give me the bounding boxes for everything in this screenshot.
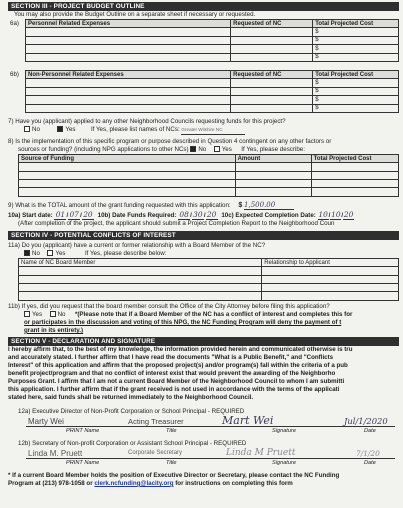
declaration-text (8, 346, 399, 402)
col-requested-of-nc: Requested of NC (231, 70, 313, 78)
footer-note-line2 (8, 480, 399, 488)
q8-text-b: sources or funding? (including NPG applications to other NCs) (18, 145, 189, 153)
personnel-expenses-table-wrap (10, 19, 399, 62)
footer-email-link[interactable]: clerk.ncfunding@lacity.org (94, 479, 174, 487)
q8-text-a: 8) Is the implementation of this specific program or purpose described in Question 4 contingent on any other factors or (8, 137, 332, 145)
table-cell[interactable] (235, 163, 311, 171)
funding-sources-table (18, 154, 399, 197)
q10c-label: 10c) Expected Completion Date: (221, 211, 316, 219)
table-cell[interactable] (26, 87, 231, 95)
table-cell[interactable] (19, 171, 236, 179)
q12a-label: 12a) Executive Director of Non-Profit Corporation or School Principal - REQUIRED (18, 407, 245, 415)
non-personnel-expenses-table-wrap (10, 70, 399, 113)
q9-text: 9) What is the TOTAL amount of the grant funding requested with this application: (8, 201, 231, 209)
table-cell[interactable] (231, 79, 313, 87)
q12b-underline (26, 458, 395, 459)
table-row (19, 171, 399, 179)
table-row (19, 284, 399, 292)
q11b-yes-checkbox[interactable] (24, 311, 30, 317)
q7-no-checkbox[interactable] (24, 126, 30, 132)
q8-yes-label: Yes (221, 145, 232, 153)
q7-answer-row (24, 126, 399, 135)
q11b-yes-label: Yes (32, 310, 43, 318)
funds-month-field[interactable]: 08 (179, 210, 189, 219)
q12b-print-name[interactable]: Linda M. Pruett (28, 448, 83, 458)
table-row (26, 87, 399, 95)
table-cell[interactable] (262, 284, 399, 292)
q6a-label: 6a) (10, 20, 19, 27)
budget-note: You may also provide the Budget Outline on a separate sheet if necessary or requested. (14, 11, 256, 18)
q10a-label: 10a) Start date: (8, 211, 53, 219)
personnel-expenses-table (25, 19, 399, 62)
dollar-cell[interactable]: $ (313, 28, 399, 36)
section-iv-header: SECTION IV - POTENTIAL CONFLICTS OF INTEREST (8, 231, 399, 240)
table-cell[interactable] (231, 45, 313, 53)
q9-dollar-sign: $ (238, 201, 243, 209)
dollar-cell[interactable]: $ (313, 36, 399, 44)
q12a-underline (26, 426, 395, 427)
q7-yes-label: Yes (65, 125, 76, 133)
table-cell[interactable] (26, 104, 231, 112)
q7-text: 7) Have you (applicant) applied to any other Neighborhood Councils requesting funds for this project? (8, 117, 286, 125)
q11a-no-checkbox[interactable] (24, 250, 30, 256)
table-row (26, 36, 399, 44)
dollar-cell[interactable]: $ (313, 45, 399, 53)
declaration-line: Purposes Grant. I affirm that I am not a current Board Member of the Neighborhood Council to whom I am submitti (8, 377, 345, 385)
table-cell[interactable] (262, 292, 399, 300)
col-source-of-funding: Source of Funding (19, 154, 236, 162)
table-row (19, 163, 399, 171)
footer-note-line1: * If a current Board Member holds the position of Executive Director or Secretary, please contact the NC Funding (8, 471, 340, 479)
table-cell[interactable] (19, 188, 236, 196)
dollar-cell[interactable]: $ (313, 79, 399, 87)
footer-instructions-text: for instructions on completing this form (175, 479, 293, 487)
declaration-line: and accurately stated. I further affirm that I have read the documents "What is a Public Benefit," and "Conflicts (8, 353, 334, 361)
table-cell[interactable] (311, 180, 398, 188)
q12a-date-label: Date (364, 427, 376, 434)
table-cell[interactable] (19, 267, 262, 275)
declaration-line: Interest" of this application and affirm that the proposed project(s) and/or program(s) fall within the criteria of a pub (8, 361, 348, 369)
table-row (26, 104, 399, 112)
q12a-title-label: Title (166, 427, 177, 434)
table-cell[interactable] (262, 267, 399, 275)
dollar-cell[interactable]: $ (313, 87, 399, 95)
table-cell[interactable] (235, 188, 311, 196)
q12b-signature[interactable]: Linda M Pruett (226, 447, 296, 458)
q11a-yes-label: Yes (55, 249, 66, 257)
q8-text-row (18, 146, 399, 154)
q9-row (8, 201, 399, 210)
table-cell[interactable] (311, 163, 398, 171)
col-total-projected-cost: Total Projected Cost (311, 154, 398, 162)
q12a-title[interactable]: Acting Treasurer (128, 416, 184, 426)
table-cell[interactable] (26, 36, 231, 44)
q12a-signature-label: Signature (272, 427, 296, 434)
table-cell[interactable] (26, 28, 231, 36)
q11a-no-label: No (32, 249, 40, 257)
q11a-text: 11a) Do you (applicant) have a current or former relationship with a Board Member of the NC? (8, 241, 266, 249)
board-member-table (18, 258, 399, 301)
declaration-line: benefit project/program and that no conflict of interest exist that would prevent the awarding of the Neighborho (8, 369, 336, 377)
q7-yes-checkbox[interactable] (57, 126, 63, 132)
q12b-signature-row (26, 448, 399, 468)
completion-year-field[interactable]: 20 (343, 210, 354, 219)
q11b-no-label: No (57, 310, 66, 318)
table-cell[interactable] (26, 45, 231, 53)
table-row (26, 96, 399, 104)
table-cell[interactable] (311, 188, 398, 196)
q11b-note-line3: grant in its entirety.) (24, 326, 84, 334)
col-total-projected-cost: Total Projected Cost (313, 70, 399, 78)
q11b-answer-row (24, 311, 399, 319)
section-iii-header: SECTION III - PROJECT BUDGET OUTLINE (8, 2, 399, 11)
table-row (19, 188, 399, 196)
q12b-signature-label: Signature (272, 459, 296, 466)
declaration-line: stated here, said funds shall be returned immediately to the Neighborhood Council. (8, 393, 254, 401)
table-cell[interactable] (231, 96, 313, 104)
q11a-answer-row (24, 250, 399, 258)
table-cell[interactable] (231, 36, 313, 44)
completion-month-field[interactable]: 10 (318, 210, 328, 219)
q12a-signature[interactable]: Mart Wei (222, 413, 274, 427)
table-row (19, 180, 399, 188)
q6b-label: 6b) (10, 70, 19, 78)
start-day-field[interactable]: 07 (69, 210, 79, 219)
q12a-print-name[interactable]: Marty Wei (28, 416, 64, 426)
q9-total-amount-field[interactable]: 1,500.00 (244, 201, 294, 210)
q10b-label: 10b) Date Funds Required: (97, 211, 177, 219)
q7-list-field[interactable]: Greater Wilshire NC (181, 126, 245, 135)
dollar-cell[interactable]: $ (313, 104, 399, 112)
table-cell[interactable] (19, 292, 262, 300)
table-cell[interactable] (26, 96, 231, 104)
col-amount: Amount (235, 154, 311, 162)
q8-yes-checkbox[interactable] (214, 146, 220, 152)
non-personnel-expenses-table (25, 70, 399, 113)
table-row (19, 267, 399, 275)
q12a-date[interactable]: Jul/1/2020 (344, 415, 388, 426)
dollar-cell[interactable]: $ (313, 53, 399, 61)
q12a-print-label: PRINT Name (66, 427, 100, 434)
table-cell[interactable] (231, 87, 313, 95)
q12b-title-label: Title (166, 459, 177, 466)
table-cell[interactable] (231, 28, 313, 36)
dollar-cell[interactable]: $ (313, 96, 399, 104)
table-cell[interactable] (262, 275, 399, 283)
col-personnel-expenses: Personnel Related Expenses (26, 20, 231, 28)
q11a-describe-label: If Yes, please describe below: (84, 249, 167, 257)
table-cell[interactable] (311, 171, 398, 179)
table-cell[interactable] (231, 53, 313, 61)
section-v-header: SECTION V - DECLARATION AND SIGNATURE (8, 337, 399, 346)
q12b-date[interactable]: 7/1/20 (356, 448, 380, 458)
table-cell[interactable] (26, 53, 231, 61)
start-month-field[interactable]: 01 (55, 210, 66, 219)
funding-sources-table-wrap (18, 154, 399, 197)
q11b-no-checkbox[interactable] (50, 311, 56, 317)
table-cell[interactable] (19, 180, 236, 188)
q12a-signature-row (26, 413, 399, 436)
start-year-field[interactable]: 20 (83, 210, 93, 219)
declaration-line: this application. I further affirm that if the grant received is not used in accordance with the terms of the applicati (8, 385, 340, 393)
table-row (26, 53, 399, 61)
q11a-yes-checkbox[interactable] (47, 250, 53, 256)
table-row (19, 292, 399, 300)
table-row (26, 28, 399, 36)
q12b-date-label: Date (364, 459, 376, 466)
funds-day-field[interactable]: 30 (193, 210, 203, 219)
funds-year-field[interactable]: 20 (206, 210, 217, 219)
table-cell[interactable] (19, 275, 262, 283)
q10-note: (After completion of the project, the applicant should submit a Project Completion Report to the Neighborhood Coun (18, 219, 335, 227)
col-nc-board-member: Name of NC Board Member (19, 258, 262, 266)
table-row (19, 275, 399, 283)
board-member-table-wrap (18, 258, 399, 301)
col-total-projected-cost: Total Projected Cost (313, 20, 399, 28)
completion-day-field[interactable]: 10 (331, 210, 341, 219)
footer-phone-text: Program at (213) 978-1058 or (8, 479, 93, 487)
table-row (26, 79, 399, 87)
q7-list-label: If Yes, please list names of NCs: (90, 125, 180, 133)
col-non-personnel-expenses: Non-Personnel Related Expenses (26, 70, 231, 78)
q8-no-checkbox[interactable] (190, 146, 196, 152)
table-cell[interactable] (26, 79, 231, 87)
q8-no-label: No (198, 145, 207, 153)
q10-dates-row: 10a) Start date: 01/07/20 10b) Date Funds Required: 08/30/20 10c) Expected Completion Date: 10/10/20 (8, 210, 354, 219)
q11b-note-line2: or participates in the discussion and voting of this NPG, the NC Funding Program will deny the payment of t (24, 318, 342, 326)
q11b-note-line1: *(Please note that if a Board Member of the NC has a conflict of interest and completes this for (74, 310, 353, 318)
col-requested-of-nc: Requested of NC (231, 20, 313, 28)
q8-describe-label: If Yes, please describe: (241, 145, 305, 153)
table-cell[interactable] (19, 163, 236, 171)
table-cell[interactable] (231, 104, 313, 112)
q7-no-label: No (32, 125, 40, 133)
table-cell[interactable] (235, 180, 311, 188)
table-cell[interactable] (19, 284, 262, 292)
table-cell[interactable] (235, 171, 311, 179)
declaration-line: I hereby affirm that, to the best of my knowledge, the information provided herein and communicated otherwise is tru (8, 345, 353, 353)
q12b-label: 12b) Secretary of Non-profit Corporation or Assistant School Principal - REQUIRED (18, 439, 247, 447)
table-row (26, 45, 399, 53)
q12b-print-label: PRINT Name (66, 459, 100, 466)
q12b-title[interactable]: Corporate Secretary (128, 449, 183, 456)
q11b-text: 11b) If yes, did you request that the board member consult the Office of the City Attorney before filing this application? (8, 302, 330, 310)
col-relationship: Relationship to Applicant (262, 258, 399, 266)
